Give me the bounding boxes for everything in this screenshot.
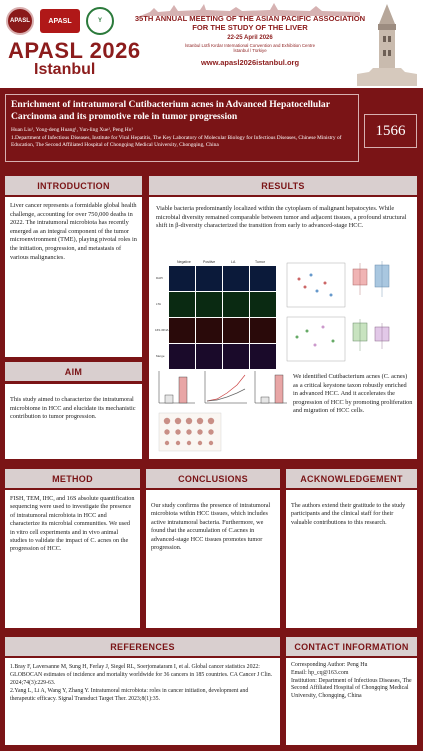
venue-line-2: İstanbul / Türkiye bbox=[233, 48, 267, 54]
tumor-colony bbox=[186, 418, 192, 424]
diversity-plots bbox=[285, 257, 413, 372]
tumor-colony bbox=[175, 418, 181, 424]
fish-tile bbox=[250, 344, 276, 369]
results-text-2: We identified Cutibacterium acnes (C. acnes) as a critical keystone taxon robustly enriched in advanced HCC. And it accelerates the progression of HCC by promoting proliferation and migration of HCC cells. bbox=[293, 373, 413, 415]
meeting-dates: 22-25 April 2026 bbox=[227, 35, 273, 41]
fish-row-label: LTA bbox=[156, 302, 162, 306]
venue-line-1: İstanbul Lütfi Kırdar International Convention and Exhibition Centre bbox=[184, 43, 316, 48]
tumor-colony bbox=[198, 441, 202, 445]
tumor-colony bbox=[208, 429, 213, 434]
functional-assay-plots bbox=[155, 367, 290, 455]
meeting-website[interactable]: www.apasl2026istanbul.org bbox=[200, 58, 300, 67]
fish-tile bbox=[223, 344, 249, 369]
method-heading: METHOD bbox=[5, 469, 140, 488]
tumor-colony bbox=[164, 418, 170, 424]
galata-tower-icon bbox=[357, 2, 417, 86]
partner-logo: Y bbox=[86, 7, 114, 35]
poster-number: 1566 bbox=[364, 114, 417, 148]
conclusions-heading: CONCLUSIONS bbox=[146, 469, 280, 488]
tumor-colony bbox=[197, 429, 202, 434]
fish-row-label: DAPI bbox=[156, 276, 164, 280]
meeting-title bbox=[130, 14, 370, 32]
fish-col-label: Negative bbox=[177, 260, 191, 264]
fish-row-label: Merge bbox=[156, 354, 165, 358]
fish-col-label: Positive bbox=[203, 260, 216, 264]
tumor-colony bbox=[164, 429, 169, 434]
tumor-colony bbox=[187, 441, 191, 445]
aim-text: This study aimed to characterize the intratumoral microbiome in HCC and elucidate its mechanistic contribution to tumor progression. bbox=[5, 384, 142, 459]
reference-item: 1.Bray F, Laversanne M, Sung H, Ferlay J, Siegel RL, Soerjomataram I, et al. Global cancer statistics 2022: GLOBOCAN estimates of incidence and mortality worldwide for 36 cancers in 185 countries. CA Cancer J Clin. 2024;74(3):229-63. bbox=[10, 664, 273, 686]
fish-tile bbox=[250, 266, 276, 291]
fish-col-label: Tumor bbox=[255, 260, 265, 264]
fish-tile bbox=[169, 318, 195, 343]
contact-author: Corresponding Author: Peng Hu bbox=[291, 662, 368, 668]
logo-row bbox=[6, 6, 114, 36]
fish-tile bbox=[250, 292, 276, 317]
fish-col-label: LA bbox=[231, 260, 236, 264]
aim-heading: AIM bbox=[5, 362, 142, 381]
results-text-1: Viable bacteria predominantly localized within the cytoplasm of malignant hepatocytes. While microbial diversity remained comparable between tumor and adjacent tissues, a profound structural shift in β-diversity characterized the transition from early to advanced-stage HCC. bbox=[156, 205, 407, 230]
poster-affiliation: 1.Department of Infectious Diseases, Institute for Viral Hepatitis, The Key Laboratory of Molecular Biology for Infectious Diseases, Chinese Ministry of Education, The Second Affiliated Hospital of Chongqing Medical University, Chongqing, China bbox=[11, 135, 342, 148]
fish-tile bbox=[223, 318, 249, 343]
poster-title: Enrichment of intratumoral Cutibacterium acnes in Advanced Hepatocellular Carcinoma and its promotive role in tumor progression bbox=[11, 99, 330, 122]
reference-item: 2.Yang L, Li A, Wang Y, Zhang Y. Intratumoral microbiota: roles in cancer initiation, development and therapeutic efficacy. Signal Transduct Target Ther. 2023;8(1):35. bbox=[10, 688, 249, 703]
fish-tile bbox=[169, 344, 195, 369]
contact-institution: Institution: Department of Infectious Diseases, The Second Affiliated Hospital of Chongqing Medical University, Chongqing, China bbox=[291, 677, 412, 700]
poster-authors: Huan Liu¹, Yong-deng Huang¹, Yun-ling Xue¹, Peng Hu¹ bbox=[11, 127, 134, 133]
fish-tile bbox=[196, 318, 222, 343]
results-heading: RESULTS bbox=[149, 176, 417, 195]
fish-image-grid bbox=[155, 257, 280, 372]
title-box bbox=[5, 94, 359, 162]
references-heading: REFERENCES bbox=[5, 637, 280, 656]
poster-header bbox=[0, 0, 423, 88]
brand-city: Istanbul bbox=[34, 61, 96, 78]
contact-panel bbox=[286, 658, 417, 745]
fish-tile bbox=[250, 318, 276, 343]
references-panel bbox=[5, 658, 280, 745]
acknowledgement-text: The authors extend their gratitude to the study participants and the clinical staff for their valuable contributions to this research. bbox=[286, 490, 417, 628]
tumor-colony bbox=[165, 441, 169, 445]
meeting-venue bbox=[130, 43, 370, 53]
fish-tiles bbox=[169, 266, 276, 369]
brand-name: APASL 2026 bbox=[8, 38, 141, 63]
apasl-logo: APASL bbox=[40, 9, 80, 33]
fish-tile bbox=[169, 292, 195, 317]
introduction-heading: INTRODUCTION bbox=[5, 176, 142, 195]
contact-heading: CONTACT INFORMATION bbox=[286, 637, 417, 656]
tumor-colony bbox=[197, 418, 203, 424]
apasl-seal-logo: APASL bbox=[6, 7, 34, 35]
contact-email[interactable]: Email: hp_cq@163.com bbox=[291, 669, 349, 676]
fish-tile bbox=[196, 266, 222, 291]
fish-tile bbox=[223, 292, 249, 317]
tumor-colony bbox=[186, 429, 191, 434]
acknowledgement-heading: ACKNOWLEDGEMENT bbox=[286, 469, 417, 488]
fish-row-label: 16S rRNA bbox=[155, 328, 169, 332]
fish-tile bbox=[196, 344, 222, 369]
tumor-colony bbox=[208, 418, 214, 424]
tumor-colony bbox=[209, 441, 213, 445]
method-text: FISH, TEM, IHC, and 16S absolute quantification sequencing were used to investigate the presence of intratumoral microbiota in HCC and characterize its microbial communities. We used in vitro cell experiments and in vivo animal studies to validate the impact of C. acnes on the progression of HCC. bbox=[5, 490, 140, 628]
introduction-text: Liver cancer represents a formidable global health challenge, accounting for over 750,000 deaths in 2022. The intratumoral microbiota has recently emerged as an integral component of the tumor microenvironment (TME), playing pivotal roles in the initiation, progression, and metastasis of various malignancies. bbox=[5, 197, 142, 357]
conclusions-text: Our study confirms the presence of intratumoral microbiota within HCC tissues, which includes active intratumoral bacteria. Furthermore, we found that the accumulation of C.acnes in advanced-stage HCC tissues promotes tumor progression. bbox=[146, 490, 280, 628]
meeting-line-2: FOR THE STUDY OF THE LIVER bbox=[192, 23, 308, 32]
meeting-line-1: 35TH ANNUAL MEETING OF THE ASIAN PACIFIC ASSOCIATION bbox=[134, 14, 366, 23]
fish-tile bbox=[196, 292, 222, 317]
fish-tile bbox=[169, 266, 195, 291]
tumor-colony bbox=[175, 429, 180, 434]
results-panel bbox=[149, 197, 417, 459]
fish-tile bbox=[223, 266, 249, 291]
tumor-colony bbox=[176, 441, 180, 445]
